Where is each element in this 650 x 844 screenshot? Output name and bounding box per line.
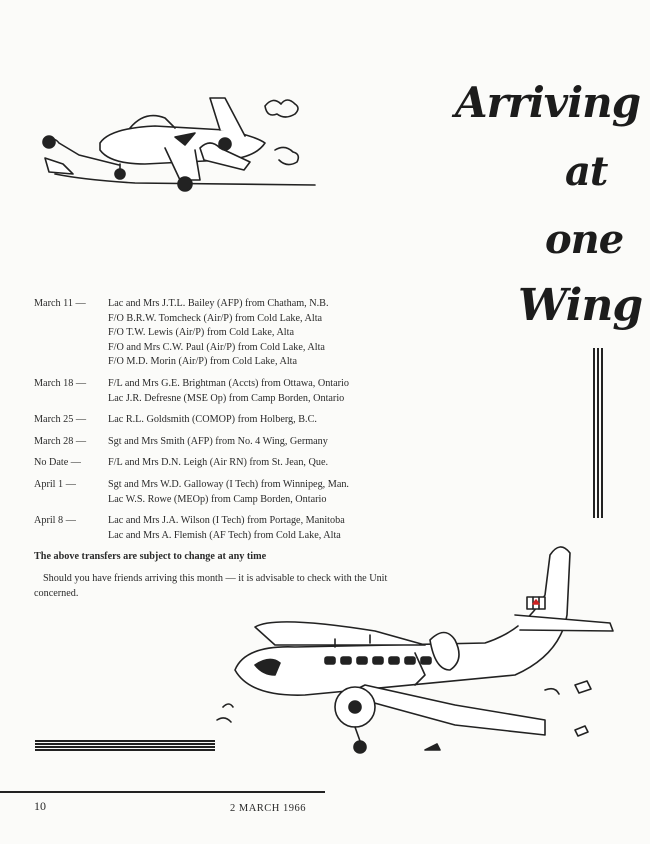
schedule-date: March 18 —: [34, 377, 87, 389]
schedule-entry: Lac W.S. Rowe (MEOp) from Camp Borden, Ontario: [108, 493, 327, 505]
horizontal-rule-bars: [35, 740, 215, 751]
schedule-date: March 28 —: [34, 435, 87, 447]
schedule-date: April 1 —: [34, 478, 76, 490]
schedule-entry: Sgt and Mrs W.D. Galloway (I Tech) from Winnipeg, Man.: [108, 478, 349, 490]
schedule-entry: Lac and Mrs J.A. Wilson (I Tech) from Portage, Manitoba: [108, 515, 345, 527]
title-word-one: one: [545, 216, 624, 263]
schedule-entry: Lac R.L. Goldsmith (COMOP) from Holberg, B.C.: [108, 414, 317, 426]
schedule-names: [108, 456, 434, 471]
vertical-rule-bars: [593, 348, 603, 518]
schedule-names: [108, 435, 434, 450]
issue-date: 2 MARCH 1966: [230, 803, 307, 814]
title-word-at: at: [565, 148, 608, 195]
schedule-date: March 25 —: [34, 414, 87, 426]
schedule-group-march-11: [34, 297, 434, 370]
schedule-group-march-18: [34, 377, 434, 406]
schedule-entry: Lac J.R. Defresne (MSE Op) from Camp Borden, Ontario: [108, 392, 345, 404]
transport-aircraft-cartoon: [215, 535, 635, 770]
footer-rule: [0, 791, 325, 793]
schedule-entry: F/O M.D. Morin (Air/P) from Cold Lake, Alta: [108, 356, 298, 368]
schedule-entry: F/L and Mrs G.E. Brightman (Accts) from Ottawa, Ontario: [108, 377, 349, 389]
jet-fighter-cartoon: [25, 88, 325, 198]
schedule-group-april-1: [34, 478, 434, 507]
transfer-note-body: Should you have friends arriving this month — it is advisable to check with the Unit concerned.: [34, 573, 388, 599]
schedule-group-march-28: [34, 435, 434, 450]
schedule-entry: Sgt and Mrs Smith (AFP) from No. 4 Wing, Germany: [108, 435, 328, 447]
schedule-entry: F/L and Mrs D.N. Leigh (Air RN) from St. Jean, Que.: [108, 457, 329, 469]
schedule-date: April 8 —: [34, 515, 76, 527]
schedule-names: [108, 413, 434, 428]
schedule-group-no-date: [34, 456, 434, 471]
schedule-date: March 11 —: [34, 298, 86, 309]
schedule-entry: Lac and Mrs J.T.L. Bailey (AFP) from Chatham, N.B.: [108, 298, 329, 309]
schedule-entry: F/O B.R.W. Tomcheck (Air/P) from Cold Lake, Alta: [108, 312, 323, 324]
title-word-wing: Wing: [518, 280, 643, 331]
page-number: 10: [34, 799, 46, 813]
schedule-group-march-25: [34, 413, 434, 428]
schedule-entry: Lac and Mrs A. Flemish (AF Tech) from Cold Lake, Alta: [108, 529, 341, 541]
schedule-entry: F/O T.W. Lewis (Air/P) from Cold Lake, Alta: [108, 327, 294, 339]
schedule-entry: F/O and Mrs C.W. Paul (Air/P) from Cold Lake, Alta: [108, 341, 325, 353]
schedule-date: No Date —: [34, 457, 81, 469]
schedule-names: [108, 297, 434, 370]
schedule-names: [108, 478, 434, 507]
transfer-note-heading: The above transfers are subject to change at any time: [34, 551, 267, 562]
title-word-arriving: Arriving: [455, 78, 641, 127]
arrival-schedule: [34, 297, 434, 550]
schedule-names: [108, 377, 434, 406]
